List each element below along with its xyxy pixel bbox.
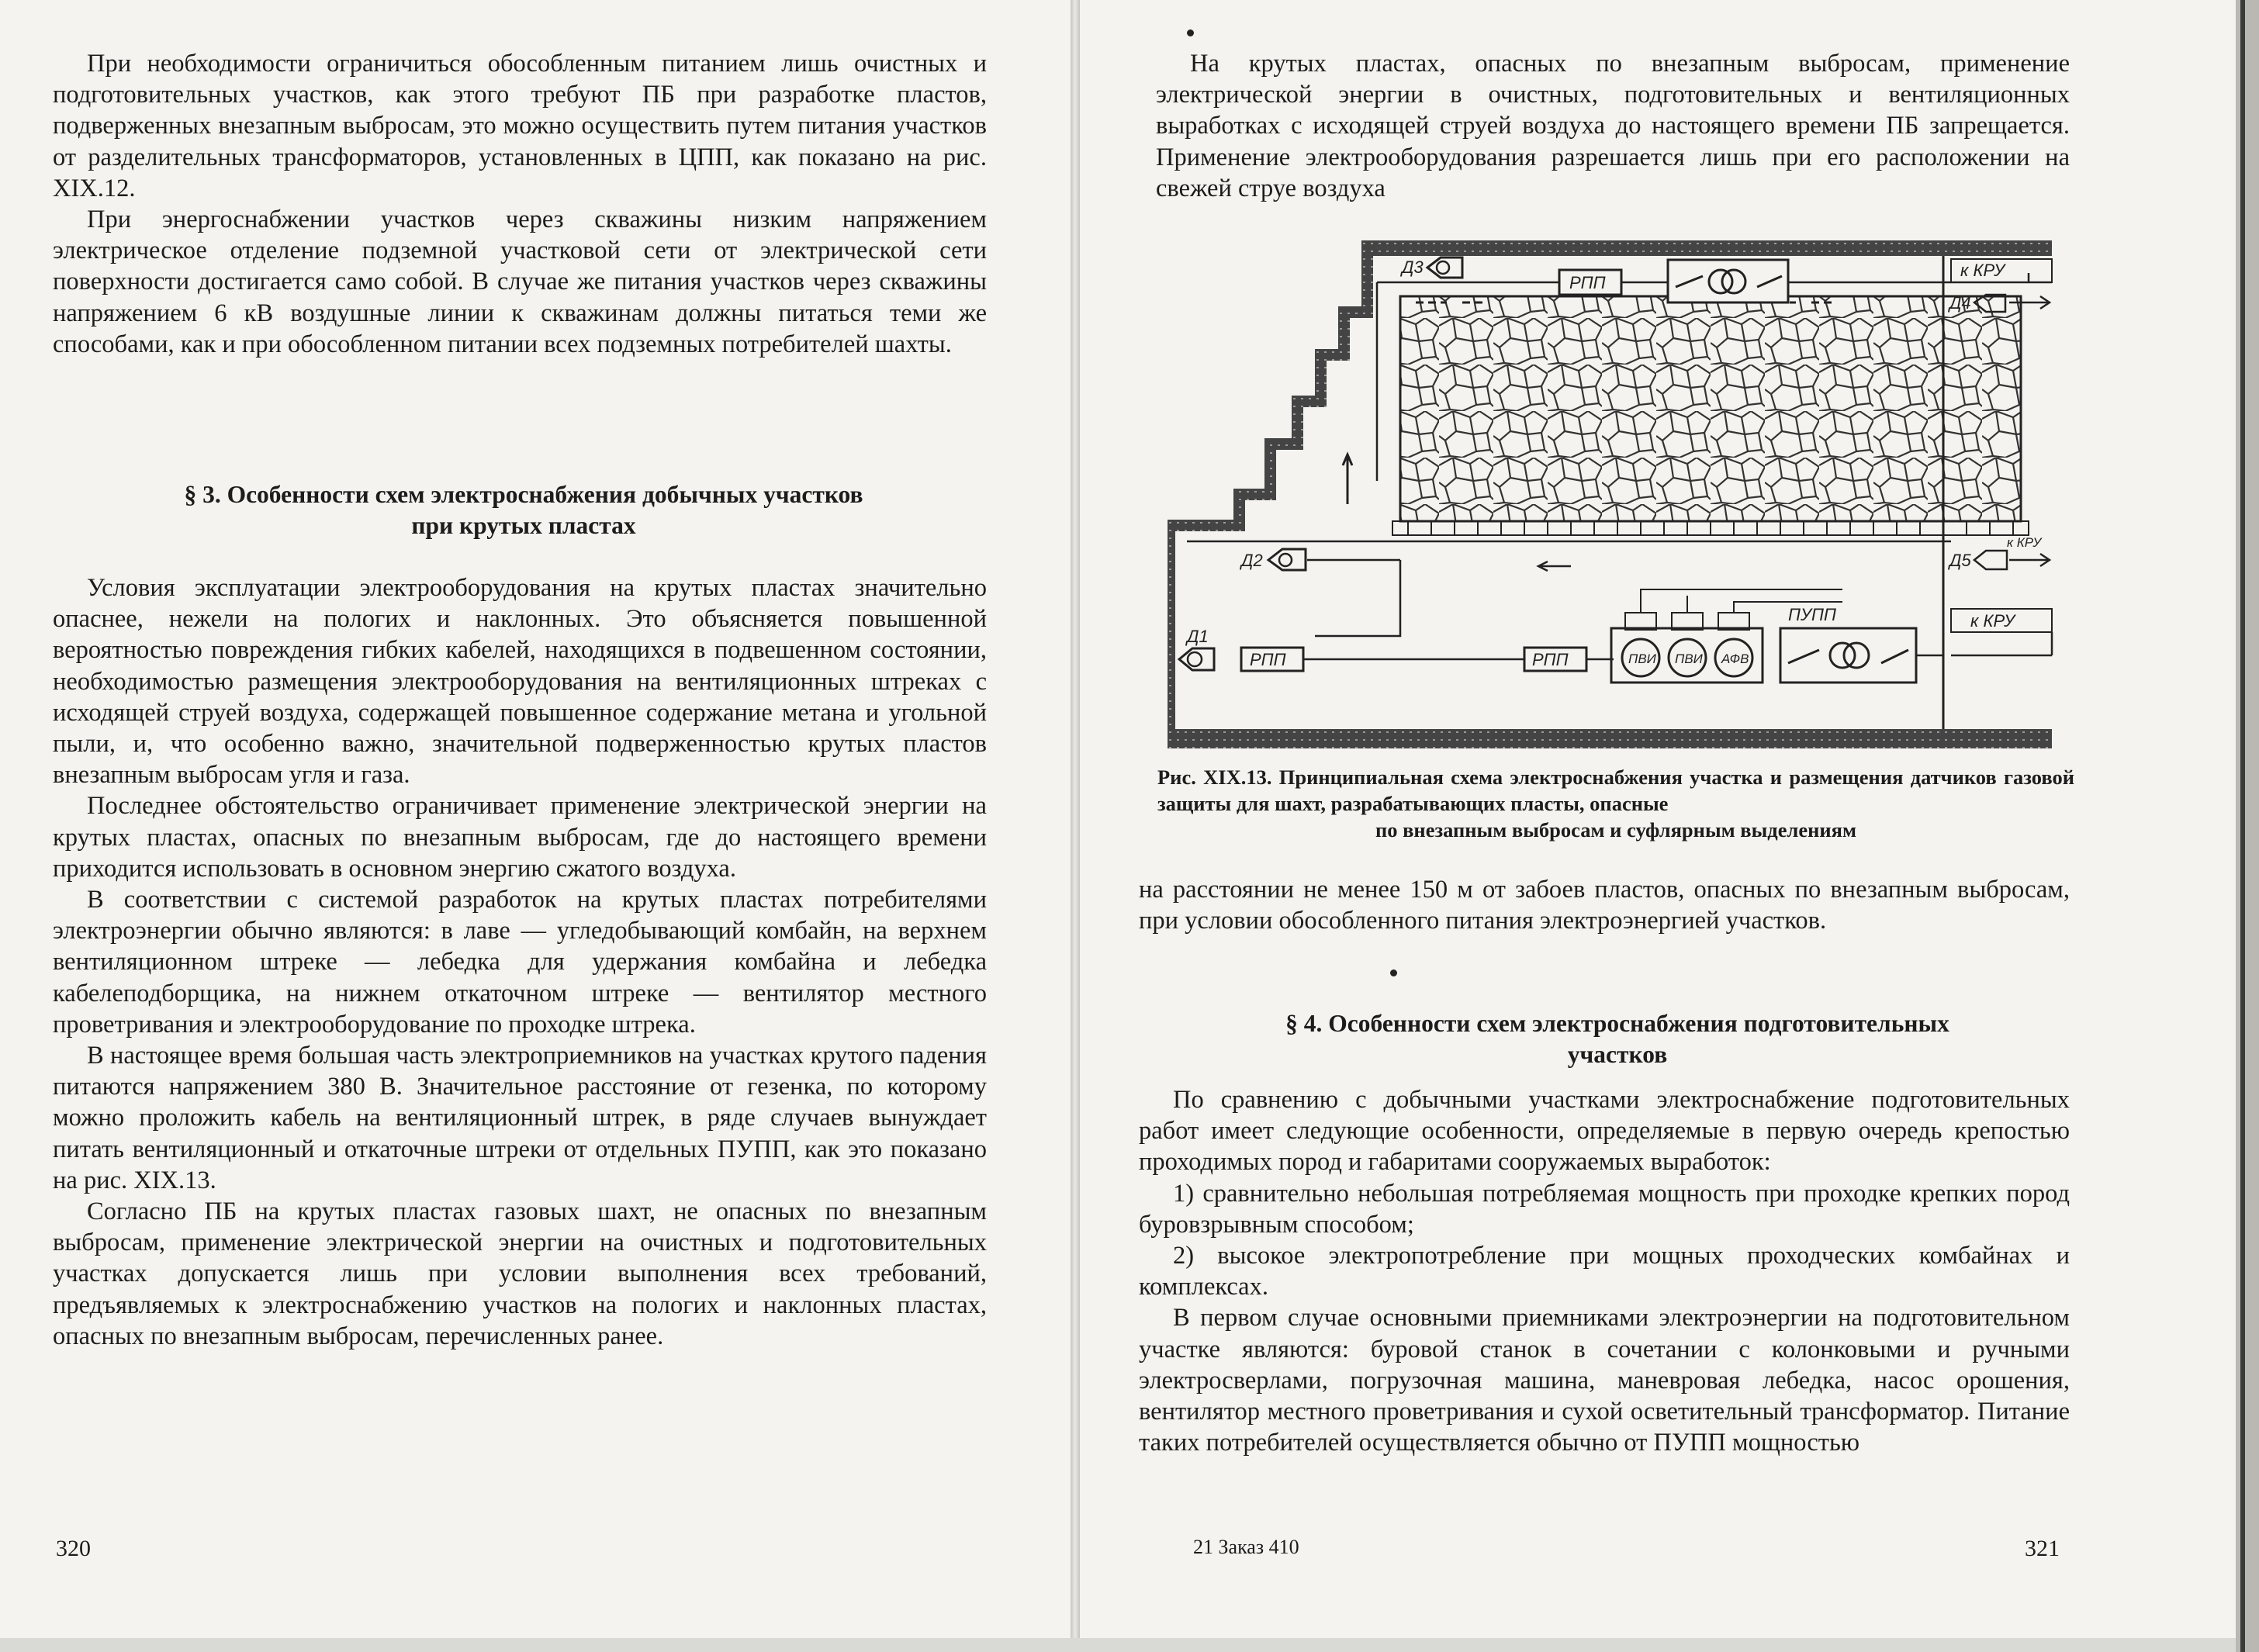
label-pvi-2: ПВИ xyxy=(1675,651,1703,666)
label-kru-bottom: к КРУ xyxy=(1970,611,2015,631)
label-afv: АФВ xyxy=(1721,651,1749,666)
ink-dot xyxy=(1187,29,1194,36)
paragraph: При необходимости ограничиться обособленным питанием лишь очистных и подготовительных участков, как этого требуют ПБ при разработке пластов, подверженных внезапным выбросам, это можно осуществить путем питания участков от разделительных трансформаторов, установленных в ЦПП, как показано на рис. XIX.12. xyxy=(53,50,987,202)
paragraph: Согласно ПБ на крутых пластах газовых шахт, не опасных по внезапным выбросам, применение электрической энергии на очистных и подготовительных участках допускается лишь при условии выполнения всех требований, предъявляемых к электроснабжению участков на пологих и наклонных пластах, опасных по внезапным выбросам, перечисленных ранее. xyxy=(53,1198,987,1350)
paragraph: На крутых пластах, опасных по внезапным выбросам, применение электрической энергии в очистных, подготовительных и вентиляционных выработках с исходящей струей воздуха до настоящего времени ПБ запрещается. Применение электрооборудования разрешается лишь при его расположении на свежей струе воздуха xyxy=(1156,50,2070,202)
paragraph: В соответствии с системой разработок на крутых пластах потребителями электроэнергии обычно являются: в лаве — угледобывающий комбайн, на верхнем вентиляционном штреке — лебедка для удержания комбайна и лебедка кабелеподборщика, на нижнем откаточном штреке — вентилятор местного проветривания и электрооборудование по проходке штрека. xyxy=(53,886,987,1039)
paragraph: В первом случае основными приемниками электроэнергии на подготовительном участке являются: буровой станок в сочетании с колонковыми и ручными электросверлами, погрузочная машина, маневровая лебедка, насос орошения, вентилятор местного проветривания и сухой осветительный трансформатор. Питание таких потребителей осуществляется обычно от ПУПП мощностью xyxy=(1139,1304,2070,1457)
label-pupp: ПУПП xyxy=(1788,605,1836,624)
schematic-diagram xyxy=(1168,225,2056,760)
label-d5: Д5 xyxy=(1949,551,1971,570)
label-d1: Д1 xyxy=(1187,627,1209,646)
paragraph: на расстоянии не менее 150 м от забоев пластов, опасных по внезапным выбросам, при условии обособленного питания электроэнергией участков. xyxy=(1139,876,2070,935)
label-rpp-top: РПП xyxy=(1569,273,1606,292)
paragraph: При энергоснабжении участков через скважины низким напряжением электрическое отделение подземной участковой сети от электрической сети поверхности достигается само собой. В случае же питания участков через скважины напряжением 6 кВ воздушные линии к скважинам должны питаться теми же способами, как и при обособленном питании всех подземных потребителей шахты. xyxy=(53,206,987,358)
ink-dot xyxy=(1390,969,1397,976)
support-blocks xyxy=(1392,521,2029,535)
right-text-middle xyxy=(1139,874,2070,936)
label-d3: Д3 xyxy=(1402,257,1424,277)
section-heading-3: § 3. Особенности схем электроснабжения добычных участков при крутых пластах xyxy=(184,481,863,539)
footer-order: 21 Заказ 410 xyxy=(1193,1536,1299,1558)
label-pvi-1: ПВИ xyxy=(1628,651,1656,666)
section-heading-4: § 4. Особенности схем электроснабжения подготовительных участков xyxy=(1285,1010,1949,1068)
page-edge xyxy=(2236,0,2259,1652)
label-kkru: к КРУ xyxy=(2007,535,2042,550)
figure-caption: Рис. XIX.13. Принципиальная схема электроснабжения участка и размещения датчиков газовой защиты для шахт, разрабатывающих пласты, опасные по внезапным выбросам и суфлярным выделениям xyxy=(1157,766,2074,842)
paragraph: 1) сравнительно небольшая потребляемая мощность при проходке крепких пород буровзрывным способом; xyxy=(1139,1179,2070,1239)
paragraph: 2) высокое электропотребление при мощных проходческих комбайнах и комплексах. xyxy=(1139,1242,2070,1301)
label-d4: Д4 xyxy=(1949,293,1971,313)
label-d2: Д2 xyxy=(1241,551,1263,570)
label-rpp-left: РПП xyxy=(1250,650,1286,669)
switchgear-group xyxy=(1611,589,1842,683)
book-gutter xyxy=(1071,0,1080,1638)
paragraph: Последнее обстоятельство ограничивает применение электрической энергии на крутых пластах, опасных по внезапным выбросам, где до настоящего времени приходится использовать в основном энергию сжатого воздуха. xyxy=(53,792,987,883)
label-kru-top: к КРУ xyxy=(1960,261,2005,280)
paragraph: По сравнению с добычными участками электроснабжение подготовительных работ имеет следующие особенности, определяемые в первую очередь крепостью проходимых пород и габаритами сооружаемых выработок: xyxy=(1139,1086,2070,1177)
left-text-bottom xyxy=(53,572,987,1352)
label-rpp-bottom: РПП xyxy=(1532,650,1569,669)
right-text-bottom xyxy=(1139,1084,2070,1458)
page-number-right: 321 xyxy=(2025,1536,2060,1561)
coal-seam xyxy=(1400,296,2021,521)
paragraph: В настоящее время большая часть электроприемников на участках крутого падения питаются напряжением 380 В. Значительное расстояние от гезенка, по которому можно проложить кабель на вентиляционный штрек, в ряде случаев вынуждает питать вентиляционный и откаточные штреки от отдельных ПУПП, как это показано на рис. XIX.13. xyxy=(53,1042,987,1194)
left-text-top xyxy=(53,48,987,360)
paragraph: Условия эксплуатации электрооборудования на крутых пластах значительно опаснее, нежели на пологих и наклонных. Это объясняется повышенной вероятностью повреждения гибких кабелей, находящихся в подвешенном состоянии, необходимостью размещения электрооборудования на вентиляционных штреках с исходящей струей воздуха, содержащей повышенное содержание метана и угольной пыли, и, что особенно важно, значительной подверженностью крутых пластов внезапным выбросам угля и газа. xyxy=(53,574,987,790)
page-number-left: 320 xyxy=(56,1536,91,1561)
right-text-top xyxy=(1156,48,2070,204)
figure-xix-13 xyxy=(1168,225,2056,760)
